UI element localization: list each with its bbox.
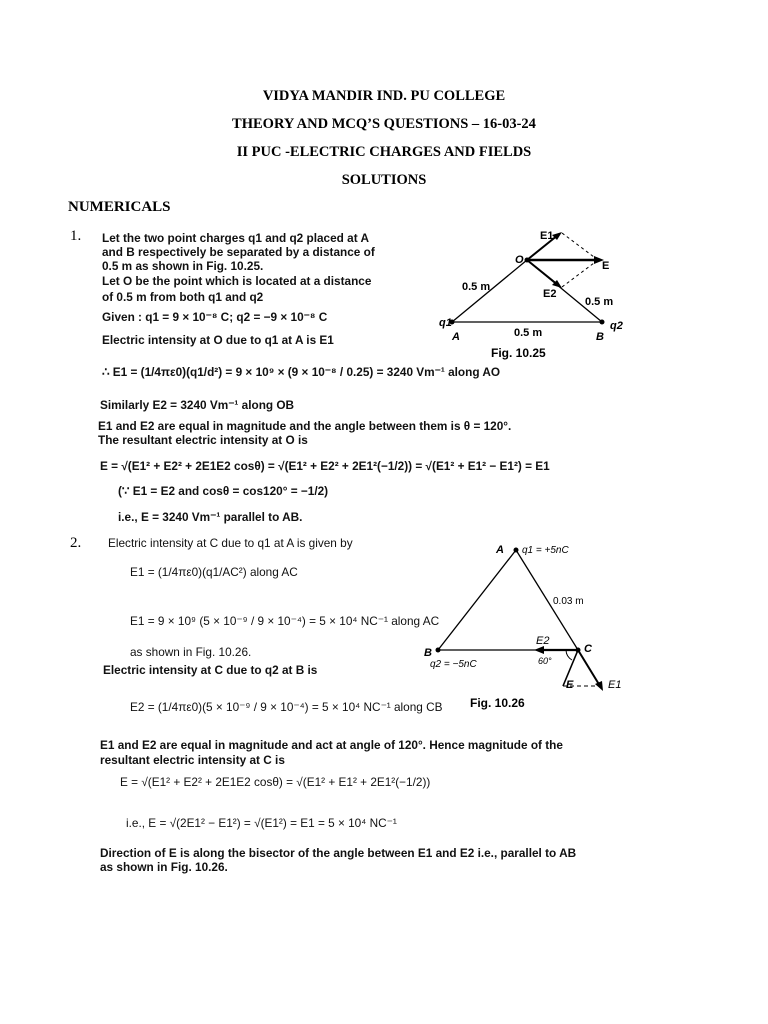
q1-line-8: ∴ E1 = (1/4πε0)(q1/d²) = 9 × 10⁹ × (9 × 10⁻⁸ / 0.25) = 3240 Vm⁻¹ along AO <box>102 365 501 379</box>
chapter-title: II PUC -ELECTRIC CHARGES AND FIELDS <box>236 144 532 160</box>
q2-line-4: as shown in Fig. 10.26. <box>130 645 252 659</box>
q1-line-10: E1 and E2 are equal in magnitude and the angle between them is θ = 120°. <box>98 419 512 433</box>
e1-label: E1 <box>540 230 554 242</box>
q1-line-6: Given : q1 = 9 × 10⁻⁸ C; q2 = −9 × 10⁻⁸ C <box>102 310 328 324</box>
q2-line-3: E1 = 9 × 10⁹ (5 × 10⁻⁹ / 9 × 10⁻⁴) = 5 × 10⁴ NC⁻¹ along AC <box>130 614 440 628</box>
e2-label: E2 <box>536 635 550 647</box>
question-number-2: 2. <box>70 535 82 551</box>
point-b-label: B <box>424 647 432 659</box>
base-label: 0.5 m <box>514 327 543 339</box>
side-left-label: 0.5 m <box>462 281 491 293</box>
q2-line-11: Direction of E is along the bisector of the angle between E1 and E2 i.e., parallel to AB <box>100 846 577 860</box>
college-name: VIDYA MANDIR IND. PU COLLEGE <box>262 88 506 104</box>
q1-line-9: Similarly E2 = 3240 Vm⁻¹ along OB <box>100 398 295 412</box>
q2-line-12: as shown in Fig. 10.26. <box>100 860 228 874</box>
q2-line-10: i.e., E = √(2E1² − E1²) = √(E1²) = E1 = 5 × 10⁴ NC⁻¹ <box>126 816 397 830</box>
q1-charge-label: q1 <box>439 317 452 329</box>
q1-line-5: of 0.5 m from both q1 and q2 <box>102 290 264 304</box>
side-right-label: 0.5 m <box>585 296 614 308</box>
q2-line-5: Electric intensity at C due to q2 at B is <box>103 663 318 677</box>
figure-10-25 <box>430 225 630 365</box>
point-b-label: B <box>596 331 604 343</box>
figure-10-26 <box>418 538 628 698</box>
q2-line-2: E1 = (1/4πε0)(q1/AC²) along AC <box>130 565 298 579</box>
e1-vector <box>578 650 600 686</box>
point-a-label: A <box>452 331 460 343</box>
e1-label: E1 <box>608 679 622 691</box>
q2-line-9: E = √(E1² + E2² + 2E1E2 cosθ) = √(E1² + E1² + 2E1²(−1/2)) <box>120 775 431 789</box>
side-length-label: 0.03 m <box>553 596 584 607</box>
q1-line-13: (∵ E1 = E2 and cosθ = cos120° = −1/2) <box>118 484 329 498</box>
figure-10-26-caption: Fig. 10.26 <box>470 696 525 710</box>
q1-line-14: i.e., E = 3240 Vm⁻¹ parallel to AB. <box>118 510 303 524</box>
q1-charge-label: q1 = +5nC <box>522 545 569 556</box>
q2-line-6: E2 = (1/4πε0)(5 × 10⁻⁹ / 9 × 10⁻⁴) = 5 × 10⁴ NC⁻¹ along CB <box>130 700 443 714</box>
q1-line-2: and B respectively be separated by a distance of <box>102 245 375 259</box>
solutions-heading: SOLUTIONS <box>341 172 427 188</box>
e2-vector <box>527 260 558 285</box>
e-label: E <box>602 260 610 272</box>
q1-line-4: Let O be the point which is located at a distance <box>102 274 372 288</box>
point-a-label: A <box>496 544 504 556</box>
q1-line-11: The resultant electric intensity at O is <box>98 433 308 447</box>
document-subtitle: THEORY AND MCQ’S QUESTIONS – 16-03-24 <box>232 116 536 132</box>
q2-line-7: E1 and E2 are equal in magnitude and act at angle of 120°. Hence magnitude of the <box>100 738 563 752</box>
q1-line-7: Electric intensity at O due to q1 at A is E1 <box>102 333 334 347</box>
section-title: NUMERICALS <box>68 199 171 215</box>
figure-10-25-caption: Fig. 10.25 <box>491 346 546 360</box>
e-label: E <box>566 679 574 691</box>
side-ab-line <box>438 550 516 650</box>
q1-line-1: Let the two point charges q1 and q2 placed at A <box>102 231 369 245</box>
question-number-1: 1. <box>70 228 82 244</box>
angle-label: 60° <box>538 656 552 666</box>
q2-line-1: Electric intensity at C due to q1 at A is given by <box>108 536 353 550</box>
q2-charge-label: q2 = −5nC <box>430 659 477 670</box>
q2-charge-label: q2 <box>610 320 623 332</box>
q1-line-12: E = √(E1² + E2² + 2E1E2 cosθ) = √(E1² + E2² + 2E1²(−1/2)) = √(E1² + E1² − E1²) = E1 <box>100 459 550 473</box>
q2-line-8: resultant electric intensity at C is <box>100 753 285 767</box>
e2-label: E2 <box>543 288 557 300</box>
q1-line-3: 0.5 m as shown in Fig. 10.25. <box>102 259 264 273</box>
point-o-label: O <box>515 254 524 266</box>
point-c-label: C <box>584 643 592 655</box>
